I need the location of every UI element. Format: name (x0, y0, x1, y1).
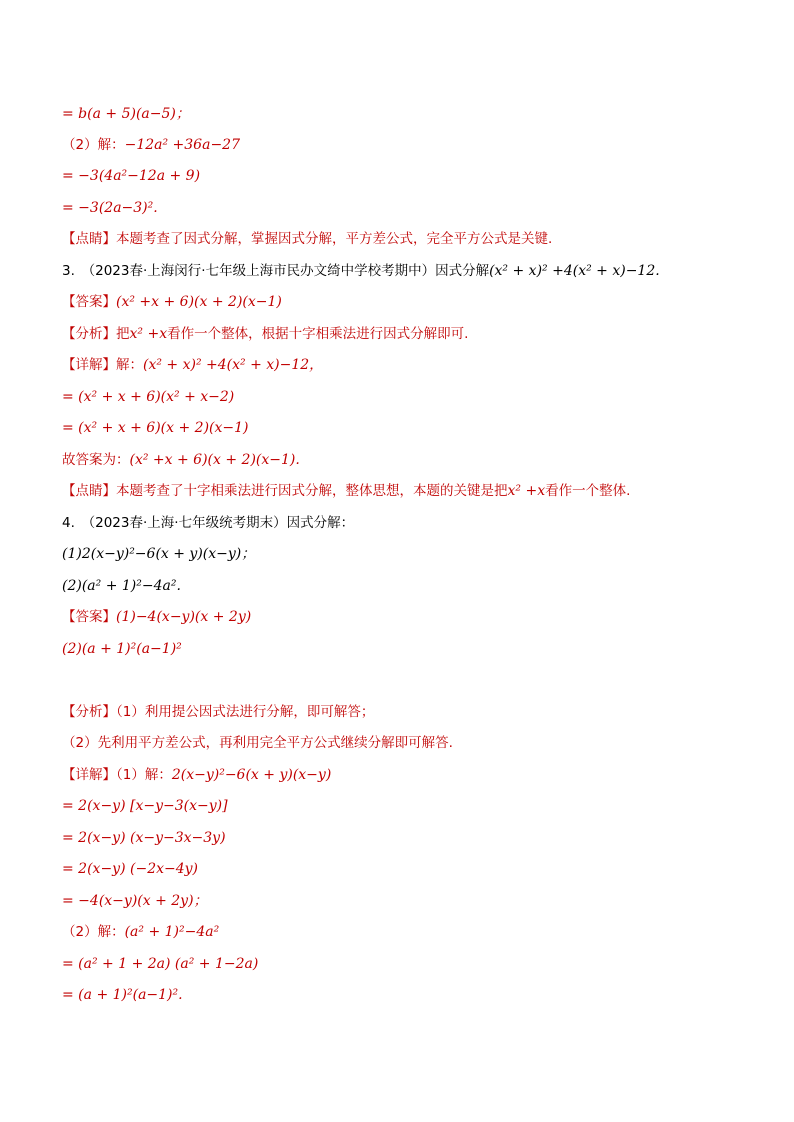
math-expression: x² +x (507, 483, 546, 499)
text-segment: 【详解】 (62, 357, 116, 373)
conclusion-line (62, 450, 300, 470)
math-expression: = b(a + 5)(a−5)； (62, 106, 190, 122)
math-expression: (x² +x + 6)(x + 2)(x−1). (129, 452, 300, 468)
detail-line (62, 765, 331, 785)
solution-line-3 (62, 166, 200, 186)
solution-line-4 (62, 198, 158, 218)
answer-line-2 (62, 639, 182, 659)
step-line (62, 954, 258, 974)
text-segment: 看作一个整体，根据十字相乘法进行因式分解即可. (167, 326, 469, 342)
comment-line (62, 229, 552, 249)
text-segment: 3. （2023春·上海闵行·七年级上海市民办文绮中学校考期中）因式分解 (62, 263, 490, 279)
math-expression: (x² + x)² +4(x² + x)−12， (143, 357, 324, 373)
step-line (62, 387, 234, 407)
text-segment: 【点睛】 (62, 231, 116, 247)
step-line (62, 922, 219, 942)
math-expression: = −3(4a²−12a + 9) (62, 168, 201, 184)
text-segment: 故答案为： (62, 452, 130, 468)
math-expression: = (a² + 1 + 2a) (a² + 1−2a) (62, 956, 259, 972)
math-expression: = 2(x−y) [x−y−3(x−y)] (62, 798, 228, 814)
text-segment: 把 (116, 326, 130, 342)
step-line (62, 828, 226, 848)
question-4-part-1 (62, 544, 255, 564)
text-segment: （1）利用提公因式法进行分解，即可解答； (116, 704, 375, 720)
analysis-line (62, 702, 374, 722)
analysis-line (62, 324, 468, 344)
math-expression: (1)−4(x−y)(x + 2y) (116, 609, 252, 625)
math-expression: = −3(2a−3)². (62, 200, 158, 216)
detail-line (62, 355, 323, 375)
math-expression: (1)2(x−y)²−6(x + y)(x−y)； (62, 546, 256, 562)
answer-line (62, 292, 282, 312)
text-segment: 【分析】 (62, 704, 116, 720)
math-expression: (x² +x + 6)(x + 2)(x−1) (116, 294, 282, 310)
text-segment: 【答案】 (62, 609, 116, 625)
math-expression: (2)(a + 1)²(a−1)² (62, 641, 182, 657)
math-expression: = −4(x−y)(x + 2y)； (62, 893, 208, 909)
math-expression: = (a + 1)²(a−1)². (62, 987, 183, 1003)
math-expression: 2(x−y)²−6(x + y)(x−y) (171, 767, 332, 783)
question-4 (62, 513, 354, 533)
step-line (62, 418, 249, 438)
math-expression: = 2(x−y) (x−y−3x−3y) (62, 830, 226, 846)
math-expression: (a² + 1)²−4a² (124, 924, 220, 940)
text-segment: （2）解： (62, 924, 125, 940)
answer-line (62, 607, 251, 627)
math-expression: (2)(a² + 1)²−4a². (62, 578, 181, 594)
text-segment: 本题考查了十字相乘法进行因式分解，整体思想，本题的关键是把 (116, 483, 508, 499)
math-expression: = (x² + x + 6)(x² + x−2) (62, 389, 235, 405)
text-segment: 【答案】 (62, 294, 116, 310)
text-segment: 【详解】 (62, 767, 116, 783)
step-line (62, 796, 228, 816)
text-segment: （1）解： (116, 767, 172, 783)
math-expression: x² +x (129, 326, 168, 342)
step-line (62, 859, 198, 879)
math-expression: (x² + x)² +4(x² + x)−12. (489, 263, 660, 279)
question-3 (62, 261, 660, 281)
math-expression: −12a² +36a−27 (124, 137, 240, 153)
analysis-line-2 (62, 733, 453, 753)
text-segment: 4. （2023春·上海·七年级统考期末）因式分解： (62, 515, 355, 531)
step-line (62, 985, 183, 1005)
text-segment: （2）先利用平方差公式，再利用完全平方公式继续分解即可解答. (62, 735, 453, 751)
text-segment: （2）解： (62, 137, 125, 153)
math-expression: = (x² + x + 6)(x + 2)(x−1) (62, 420, 249, 436)
text-segment: 本题考查了因式分解，掌握因式分解，平方差公式，完全平方公式是关键. (116, 231, 553, 247)
text-segment: 【点睛】 (62, 483, 116, 499)
text-segment: 解： (116, 357, 143, 373)
question-4-part-2 (62, 576, 181, 596)
solution-line-2 (62, 135, 240, 155)
math-expression: = 2(x−y) (−2x−4y) (62, 861, 199, 877)
text-segment: 【分析】 (62, 326, 116, 342)
text-segment: 看作一个整体. (545, 483, 631, 499)
comment-line (62, 481, 630, 501)
step-line (62, 891, 208, 911)
solution-line-1 (62, 104, 190, 124)
